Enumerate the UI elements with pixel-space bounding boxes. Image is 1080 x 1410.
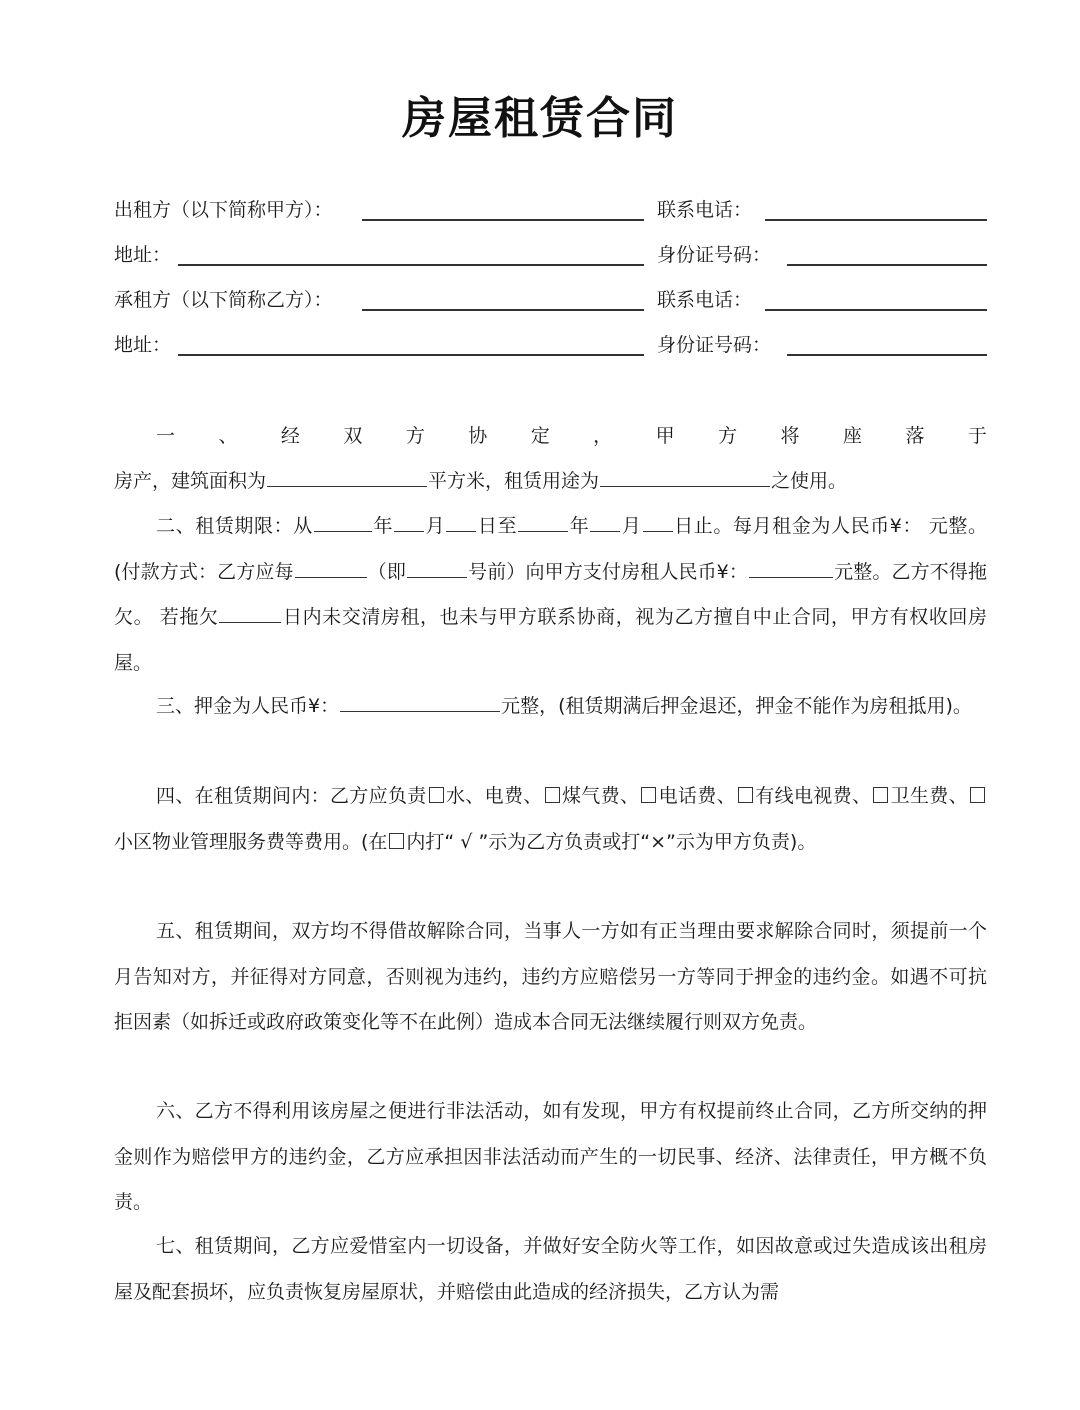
checkbox-legend-icon: [389, 833, 404, 849]
rent-amount-field[interactable]: [749, 557, 833, 578]
clause-2-text: （即: [367, 560, 406, 583]
lessor-id-label: 身份证号码：: [657, 244, 772, 266]
lessee-id-field[interactable]: [787, 354, 987, 356]
lessee-address-label: 地址：: [114, 334, 172, 356]
deposit-amount-field[interactable]: [340, 691, 500, 712]
clause-4-text: 四、在租赁期间内：乙方应负责: [156, 785, 427, 807]
fee-item-label: 电话费、: [658, 785, 736, 807]
clause-1-text-c: 之使用。: [771, 470, 848, 492]
clause-1-char: 方: [405, 425, 425, 447]
clause-1-char: 一: [156, 425, 176, 447]
lessor-address-label: 地址：: [114, 244, 172, 266]
clause-1-second-line: [114, 459, 987, 505]
lessor-address-field[interactable]: [178, 264, 644, 266]
document-title: 房屋租赁合同: [402, 93, 678, 144]
lessee-id-label: 身份证号码：: [657, 334, 772, 356]
clause-4-text: 内打“ √ ”示为乙方负责或打“×”示为甲方负责)。: [406, 830, 817, 853]
clause-1-text-a: 房产，建筑面积为: [114, 470, 267, 492]
fee-item-label: 水、电费、: [445, 785, 543, 807]
clause-2-text: 元整。(付款方式：乙方应每: [114, 515, 987, 583]
clause-1-char: 经: [280, 425, 300, 447]
clause-2-text: 号前）向甲方支付房租人民币¥：: [468, 560, 749, 583]
clause-7: 七、租赁期间，乙方应爱惜室内一切设备，并做好安全防火等工作，如因故意或过失造成该出租房屋及配套损坏，应负责恢复房屋原状，并赔偿由此造成的经济损失，乙方认为需: [114, 1235, 987, 1303]
payment-day-field[interactable]: [407, 557, 467, 578]
clause-1-first-line: [114, 418, 987, 454]
usage-field[interactable]: [600, 466, 770, 487]
start-month-field[interactable]: [394, 511, 424, 532]
lessee-row: [114, 285, 987, 315]
clause-1-char: 将: [780, 425, 800, 447]
start-day-field[interactable]: [446, 511, 476, 532]
payment-period-field[interactable]: [295, 557, 367, 578]
lessee-phone-label: 联系电话：: [657, 289, 753, 311]
area-field[interactable]: [267, 466, 427, 487]
lessor-phone-field[interactable]: [765, 219, 987, 221]
clause-1-char: 座: [842, 425, 862, 447]
year-label: 年: [372, 515, 394, 537]
year-label: 年: [569, 515, 590, 537]
clause-1-char: 落: [905, 425, 925, 447]
clause-2-text: 二、租赁期限：从: [156, 515, 313, 537]
clause-2: [114, 504, 987, 686]
lessee-label: 承租方（以下简称乙方）：: [114, 289, 333, 311]
clause-4: [114, 774, 987, 865]
cable-tv-checkbox[interactable]: [738, 787, 753, 803]
lessor-name-field[interactable]: [362, 219, 644, 221]
clause-2-text: 日内未交清房租，也未与甲方联系协商，视为乙方擅自中止合同，甲方有权收回房屋。: [114, 606, 987, 674]
clause-2-text: 元整。乙方不得拖欠。 若拖欠: [114, 560, 987, 628]
lessor-address-row: [114, 240, 987, 270]
end-day-field[interactable]: [643, 511, 673, 532]
gas-checkbox[interactable]: [545, 787, 560, 803]
clause-1-char: 方: [718, 425, 738, 447]
overdue-days-field[interactable]: [219, 602, 281, 623]
water-electricity-checkbox[interactable]: [429, 787, 444, 803]
start-year-field[interactable]: [314, 511, 372, 532]
clause-1-char: 甲: [655, 425, 675, 447]
clause-1-char: 双: [343, 425, 363, 447]
clause-5: 五、租赁期间，双方均不得借故解除合同，当事人一方如有正当理由要求解除合同时，须提前一个月告知对方，并征得对方同意，否则视为违约，违约方应赔偿另一方等同于押金的违约金。如遇不可抗拒因素（如拆迁或政府政策变化等不在此例）造成本合同无法继续履行则双方免责。: [114, 920, 987, 1033]
fee-item-label: 煤气费、: [561, 785, 640, 807]
clause-3-text: 元整，(租赁期满后押金退还，押金不能作为房租抵用)。: [501, 695, 972, 717]
sanitation-checkbox[interactable]: [873, 787, 888, 803]
lessor-label: 出租方（以下简称甲方）：: [114, 199, 333, 221]
day-label: 日至: [477, 515, 518, 537]
fee-item-label: 小区物业管理服务费等费用。(在: [114, 830, 388, 853]
clause-2-text: 日止。每月租金为人民币¥：: [673, 515, 923, 537]
clause-6: 六、乙方不得利用该房屋之便进行非法活动，如有发现，甲方有权提前终止合同，乙方所交纳的押金则作为赔偿甲方的违约金，乙方应承担因非法活动而产生的一切民事、经济、法律责任，甲方概不负责。: [114, 1100, 987, 1213]
end-month-field[interactable]: [590, 511, 620, 532]
property-management-checkbox[interactable]: [970, 787, 985, 803]
lessor-row: [114, 195, 987, 225]
fee-item-label: 卫生费、: [890, 785, 968, 807]
lessee-address-field[interactable]: [178, 354, 644, 356]
month-label: 月: [621, 515, 642, 537]
lessee-name-field[interactable]: [362, 309, 644, 311]
clause-3: [114, 684, 987, 730]
clause-1-char: 协: [468, 425, 488, 447]
lessee-address-row: [114, 330, 987, 360]
lessor-id-field[interactable]: [787, 264, 987, 266]
fee-item-label: 有线电视费、: [754, 785, 872, 807]
clause-1-char: 、: [218, 425, 238, 447]
phone-checkbox[interactable]: [641, 787, 656, 803]
clause-1-char: 定: [530, 425, 550, 447]
month-label: 月: [425, 515, 446, 537]
clause-1-char: 于: [967, 425, 987, 447]
clause-1-text-b: 平方米，租赁用途为: [428, 470, 600, 492]
clause-1-char: ，: [593, 425, 613, 447]
lessor-phone-label: 联系电话：: [657, 199, 753, 221]
lessee-phone-field[interactable]: [765, 309, 987, 311]
clause-3-text: 三、押金为人民币¥：: [156, 695, 340, 717]
end-year-field[interactable]: [518, 511, 568, 532]
